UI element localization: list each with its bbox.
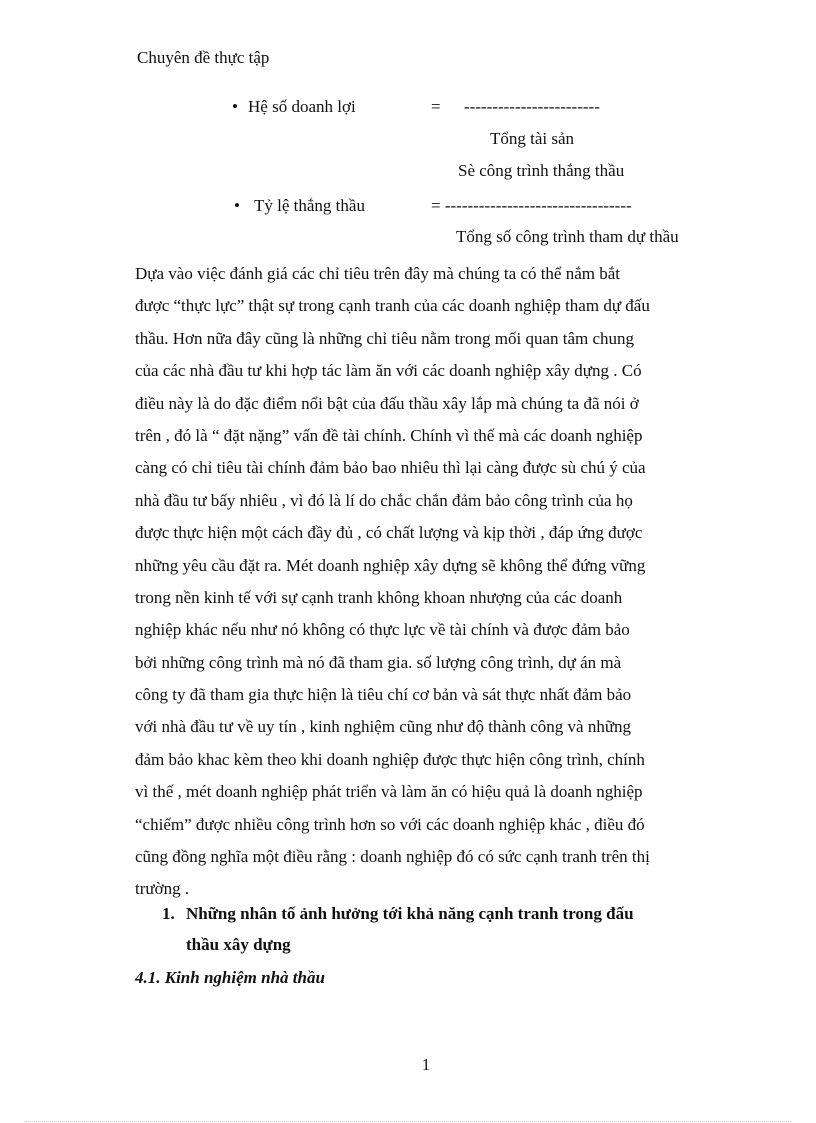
page-number: 1	[421, 1055, 431, 1074]
body-paragraph	[135, 258, 718, 906]
paragraph-line: Dựa vào việc đánh giá các chỉ tiêu trên đây mà chúng ta có thể nắm bắt	[135, 264, 621, 283]
formula-2-equals-bar: = ---------------------------------	[431, 196, 632, 215]
section-title-line-1: Những nhân tố ảnh hưởng tới khả năng cạnh tranh trong đấu	[186, 904, 634, 923]
formula-2-numerator: Sè công trình thắng thầu	[458, 161, 625, 180]
paragraph-line: càng có chỉ tiêu tài chính đảm bảo bao nhiêu thì lại càng được sù chú ý của	[135, 458, 646, 478]
paragraph-line: “chiếm” được nhiều công trình hơn so với các doanh nghiệp khác , điều đó	[135, 814, 645, 834]
section-title-line-2: thầu xây dựng	[186, 935, 291, 954]
formula-1-equals: =	[431, 97, 441, 116]
page-bottom-rule	[25, 1121, 791, 1122]
paragraph-line: công ty đã tham gia thực hiện là tiêu chí cơ bản và sát thực nhất đảm bảo	[135, 685, 632, 705]
paragraph-line: nhà đầu tư bấy nhiêu , vì đó là lí do chắc chắn đảm bảo công trình của họ	[135, 490, 633, 510]
subsection-title: 4.1. Kinh nghiệm nhà thầu	[135, 968, 325, 987]
section-number: 1.	[162, 904, 175, 923]
paragraph-line: điều này là do đặc điểm nổi bật của đấu thầu xây lắp mà chúng ta đã nói ở	[135, 393, 639, 413]
formula-1-label: Hệ số doanh lợi	[248, 97, 356, 116]
paragraph-line: trong nền kinh tế với sự cạnh tranh không khoan nhượng của các doanh	[135, 587, 623, 607]
paragraph-line: vì thế , mét doanh nghiệp phát triển và làm ăn có hiệu quả là doanh nghiệp	[135, 782, 643, 802]
paragraph-line: những yêu cầu đặt ra. Mét doanh nghiệp xây dựng sẽ không thể đứng vững	[135, 555, 646, 575]
bullet-icon: •	[232, 97, 238, 116]
paragraph-line: cũng đồng nghĩa một điều rằng : doanh nghiệp đó có sức cạnh tranh trên thị	[135, 847, 650, 867]
paragraph-line: được thực hiện một cách đầy đủ , có chất lượng và kịp thời , đáp ứng được	[135, 523, 643, 543]
formula-2-denominator: Tổng số công trình tham dự thầu	[456, 227, 679, 246]
paragraph-line: nghiệp khác nếu như nó không có thực lực về tài chính và được đảm bảo	[135, 620, 630, 640]
paragraph-line: bởi những công trình mà nó đã tham gia. số lượng công trình, dự án mà	[135, 652, 622, 672]
page-header: Chuyên đề thực tập	[137, 48, 270, 67]
paragraph-line: đảm bảo khac kèm theo khi doanh nghiệp được thực hiện công trình, chính	[135, 749, 645, 769]
paragraph-line: trường .	[135, 879, 190, 899]
paragraph-line: thầu. Hơn nữa đây cũng là những chỉ tiêu nằm trong mối quan tâm chung	[135, 328, 635, 348]
paragraph-line: với nhà đầu tư về uy tín , kinh nghiệm cũng như độ thành công và những	[135, 717, 632, 737]
paragraph-line: của các nhà đầu tư khi hợp tác làm ăn với các doanh nghiệp xây dựng . Có	[135, 361, 642, 381]
paragraph-line: trên , đó là “ đặt nặng” vấn đề tài chính. Chính vì thế mà các doanh nghiệp	[135, 425, 643, 445]
formula-2-label: Tỷ lệ thắng thầu	[254, 196, 365, 215]
paragraph-line: được “thực lực” thật sự trong cạnh tranh của các doanh nghiệp tham dự đấu	[135, 296, 650, 316]
formula-1-fraction-bar: ------------------------	[464, 97, 600, 116]
formula-1-denominator: Tổng tài sản	[490, 129, 575, 148]
bullet-icon: •	[234, 196, 240, 215]
